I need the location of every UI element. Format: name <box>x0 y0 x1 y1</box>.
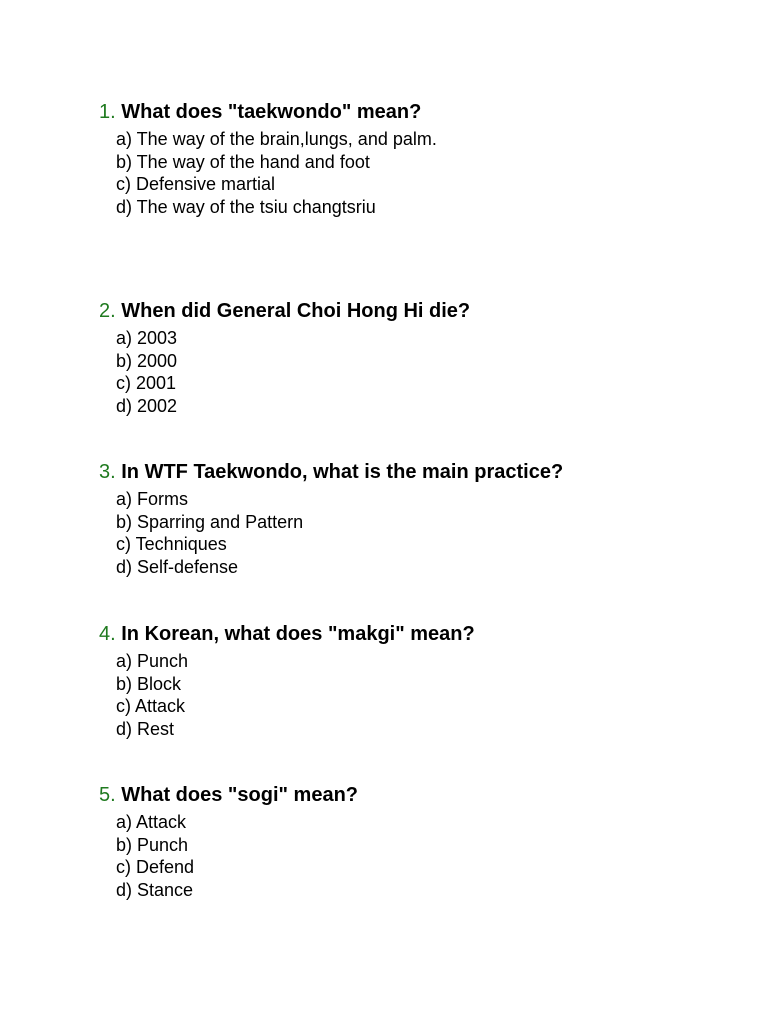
question-text: When did General Choi Hong Hi die? <box>121 300 471 322</box>
question-text: What does "taekwondo" mean? <box>121 101 422 123</box>
question-text: What does "sogi" mean? <box>121 784 359 806</box>
answer-options <box>116 811 739 901</box>
question-number: 3. <box>99 461 116 483</box>
answer-options <box>116 128 739 218</box>
answer-option: d) Stance <box>116 879 194 900</box>
answer-option: c) Defend <box>116 857 195 878</box>
answer-option: a) Forms <box>116 489 188 509</box>
answer-option: c) Defensive martial <box>116 174 276 195</box>
question-title <box>99 783 739 807</box>
answer-option: d) 2002 <box>116 395 178 416</box>
answer-option: d) Rest <box>116 718 175 739</box>
answer-option: b) Sparring and Pattern <box>116 511 304 532</box>
answer-option: d) Self-defense <box>116 556 239 577</box>
question-text: In Korean, what does "makgi" mean? <box>121 623 475 645</box>
answer-option: b) Block <box>116 673 182 694</box>
answer-option: c) Techniques <box>116 534 227 555</box>
question-5 <box>99 783 739 901</box>
question-number: 1. <box>99 101 116 123</box>
answer-option: a) Punch <box>116 651 189 671</box>
question-title <box>99 299 739 323</box>
question-3 <box>99 460 739 578</box>
question-4 <box>99 622 739 740</box>
question-2 <box>99 299 739 417</box>
question-text: In WTF Taekwondo, what is the main practice? <box>121 461 564 483</box>
question-number: 2. <box>99 300 116 322</box>
answer-option: b) Punch <box>116 834 189 855</box>
question-title <box>99 622 739 646</box>
answer-option: a) The way of the brain,lungs, and palm. <box>116 129 437 149</box>
question-title <box>99 460 739 484</box>
question-1 <box>99 100 739 218</box>
answer-option: c) Attack <box>116 696 186 717</box>
answer-options <box>116 327 739 417</box>
answer-option: a) 2003 <box>116 328 178 348</box>
answer-option: c) 2001 <box>116 373 177 394</box>
answer-options <box>116 488 739 578</box>
question-number: 4. <box>99 623 116 645</box>
answer-option: a) Attack <box>116 812 187 832</box>
question-number: 5. <box>99 784 116 806</box>
answer-option: b) 2000 <box>116 350 178 371</box>
answer-option: b) The way of the hand and foot <box>116 151 370 172</box>
answer-option: d) The way of the tsiu changtsriu <box>116 196 376 217</box>
question-title <box>99 100 739 124</box>
answer-options <box>116 650 739 740</box>
